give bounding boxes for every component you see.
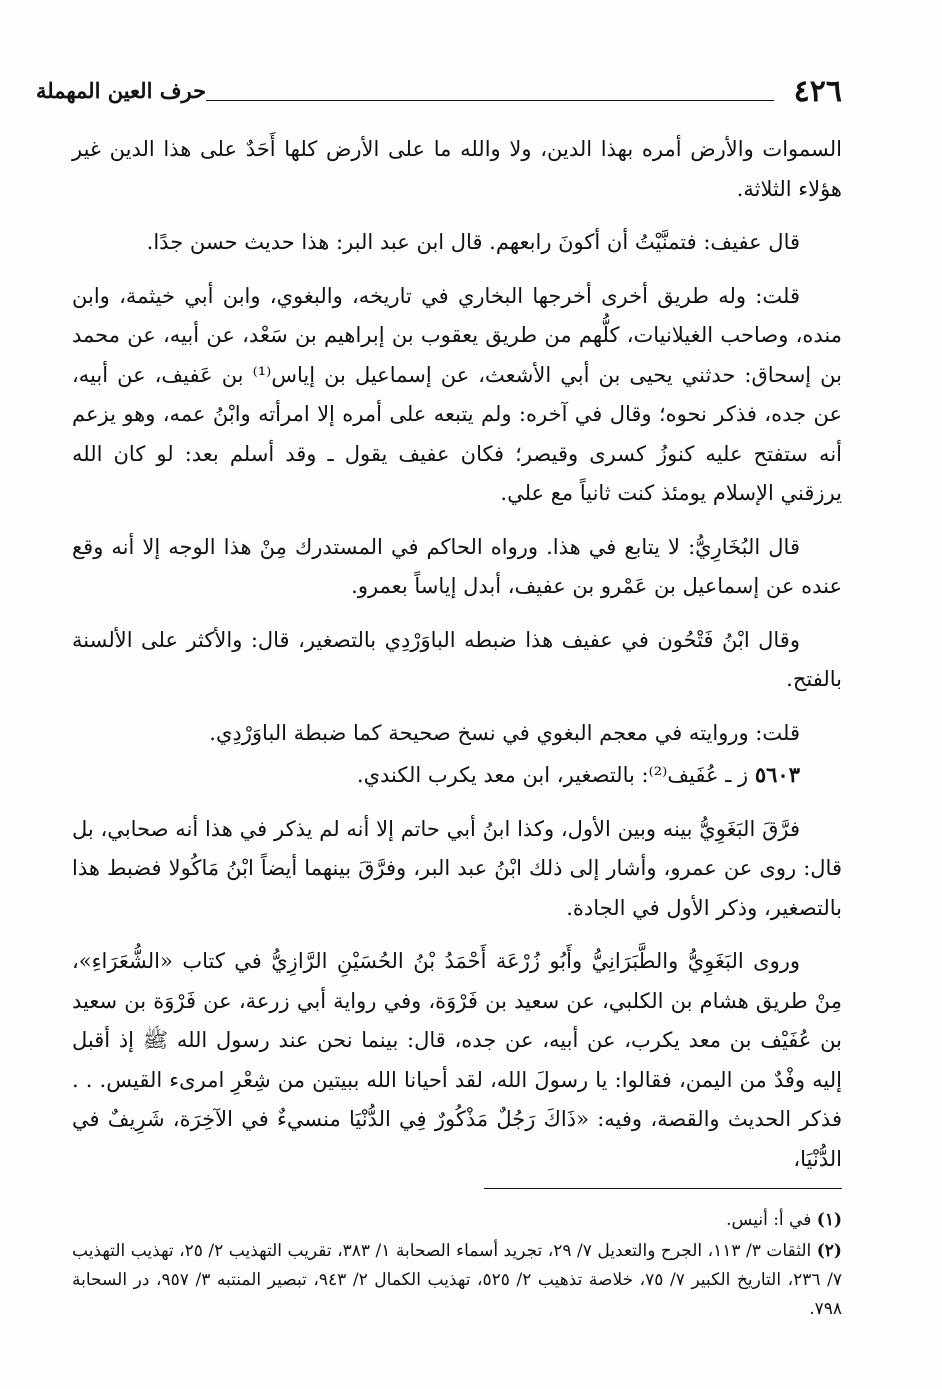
paragraph: قلت: وروايته في معجم البغوي في نسخ صحيحة كما ضبطة الباوَرْدِي.: [209, 720, 800, 745]
footnotes: [72, 1206, 842, 1326]
page-number: ٤٢٦: [793, 74, 842, 109]
footnote-text: في أ: أنيس.: [726, 1210, 817, 1230]
footnote-number: (٢): [816, 1241, 842, 1261]
header-rule: [206, 100, 774, 101]
footnote: [72, 1237, 842, 1324]
paragraph: قلت: وله طريق أخرى أخرجها البخاري في تاريخه، والبغوي، وابن أبي خيثمة، وابن منده، وصاحب الغيلانيات، كلُّهم من طريق يعقوب بن إبراهيم بن سَعْد، عن أبيه، عن محمد بن إسحاق: حدثني يحيى بن أبي الأشعث، عن إسماعيل بن إياس⁽¹⁾ بن عَفيف، عن أبيه، عن جده، فذكر نحوه؛ وقال في آخره: ولم يتبعه على أمره إلا امرأته وابْنُ عمه، وهو يزعم أنه ستفتح عليه كنوزُ كسرى وقيصر؛ فكان عفيف يقول ـ وقد أسلم بعد: لو كان الله يرزقني الإسلام يومئذ كنت ثانياً مع علي.: [72, 283, 842, 505]
entry-text: ز ـ عُفَيف⁽²⁾: بالتصغير، ابن معد يكرب الكندي.: [356, 763, 755, 787]
paragraph: وقال ابْنُ فَتْحُون في عفيف هذا ضبطه الباوَرْدِي بالتصغير، قال: والأكثر على الألسنة بالفتح.: [72, 627, 842, 691]
page-header: [36, 74, 842, 114]
footnote-text: الثقات ٣/ ١١٣، الجرح والتعديل ٧/ ٢٩، تجريد أسماء الصحابة ١/ ٣٨٣، تقريب التهذيب ٢/ ٢٥، تهذيب التهذيب ٧/ ٢٣٦، التاريخ الكبير ٧/ ٧٥، خلاصة تذهيب ٢/ ٥٢٥، تهذيب الكمال ٢/ ٩٤٣، تبصير المنتبه ٣/ ٩٥٧، در السحابة ٧٩٨.: [72, 1241, 842, 1319]
paragraph: فرَّقَ البَغَوِيُّ بينه وبين الأول، وكذا ابنُ أبي حاتم إلا أنه لم يذكر في هذا أنه صحابي، بل قال: روى عن عمرو، وأشار إلى ذلك ابْنُ عبد البر، وفرَّقَ بينهما أيضاً ابْنُ مَاكُولا فضبط هذا بالتصغير، وذكر الأول في الجادة.: [72, 816, 842, 920]
footnote: [72, 1206, 842, 1235]
running-title: حرف العين المهملة: [36, 78, 207, 103]
entry-number: ٥٦٠٣: [754, 762, 800, 787]
footnote-rule: [484, 1188, 842, 1189]
paragraph: السموات والأرض أمره بهذا الدين، ولا والله ما على الأرض كلها أَحَدٌ على هذا الدين غير هؤلاء الثلاثة.: [72, 137, 842, 201]
paragraph: قال عفيف: فتمنَّيْتُ أن أكونَ رابعهم. قال ابن عبد البر: هذا حديث حسن جدًا.: [146, 230, 800, 254]
paragraph: قال البُخَارِيُّ: لا يتابع في هذا. ورواه الحاكم في المستدرك مِنْ هذا الوجه إلا أنه وقع عنده عن إسماعيل بن عَمْرو بن عفيف، أبدل إياساً بعمرو.: [72, 534, 842, 598]
entry-heading: [72, 755, 842, 796]
paragraph: وروى البَغَوِيُّ والطَّبَرَانِيُّ وأَبُو زُرْعَة أَحْمَدُ بْنُ الحُسَيْنِ الرَّازِيُّ في كتاب «الشُّعَرَاءِ»، مِنْ طريق هشام بن الكلبي، عن سعيد بن فَرْوَة، وفي رواية أبي زرعة، عن فَرْوَة بن سعيد بن عُفَيْف بن معد يكرب، عن أبيه، عن جده، قال: بينما نحن عند رسول الله ﷺ إذ أقبل إليه وفْدٌ من اليمن، فقالوا: يا رسولَ الله، لقد أحيانا الله ببيتين من شِعْرِ امرىء القيس. . . فذكر الحديث والقصة، وفيه: «ذَاكَ رَجُلٌ مَذْكُورٌ فِي الدُّنْيَا منسيءٌ في الآخِرَة، شَرِيفٌ في الدُّنْيَا،: [72, 949, 842, 1171]
main-text: [72, 130, 842, 1193]
footnote-number: (١): [816, 1210, 842, 1230]
